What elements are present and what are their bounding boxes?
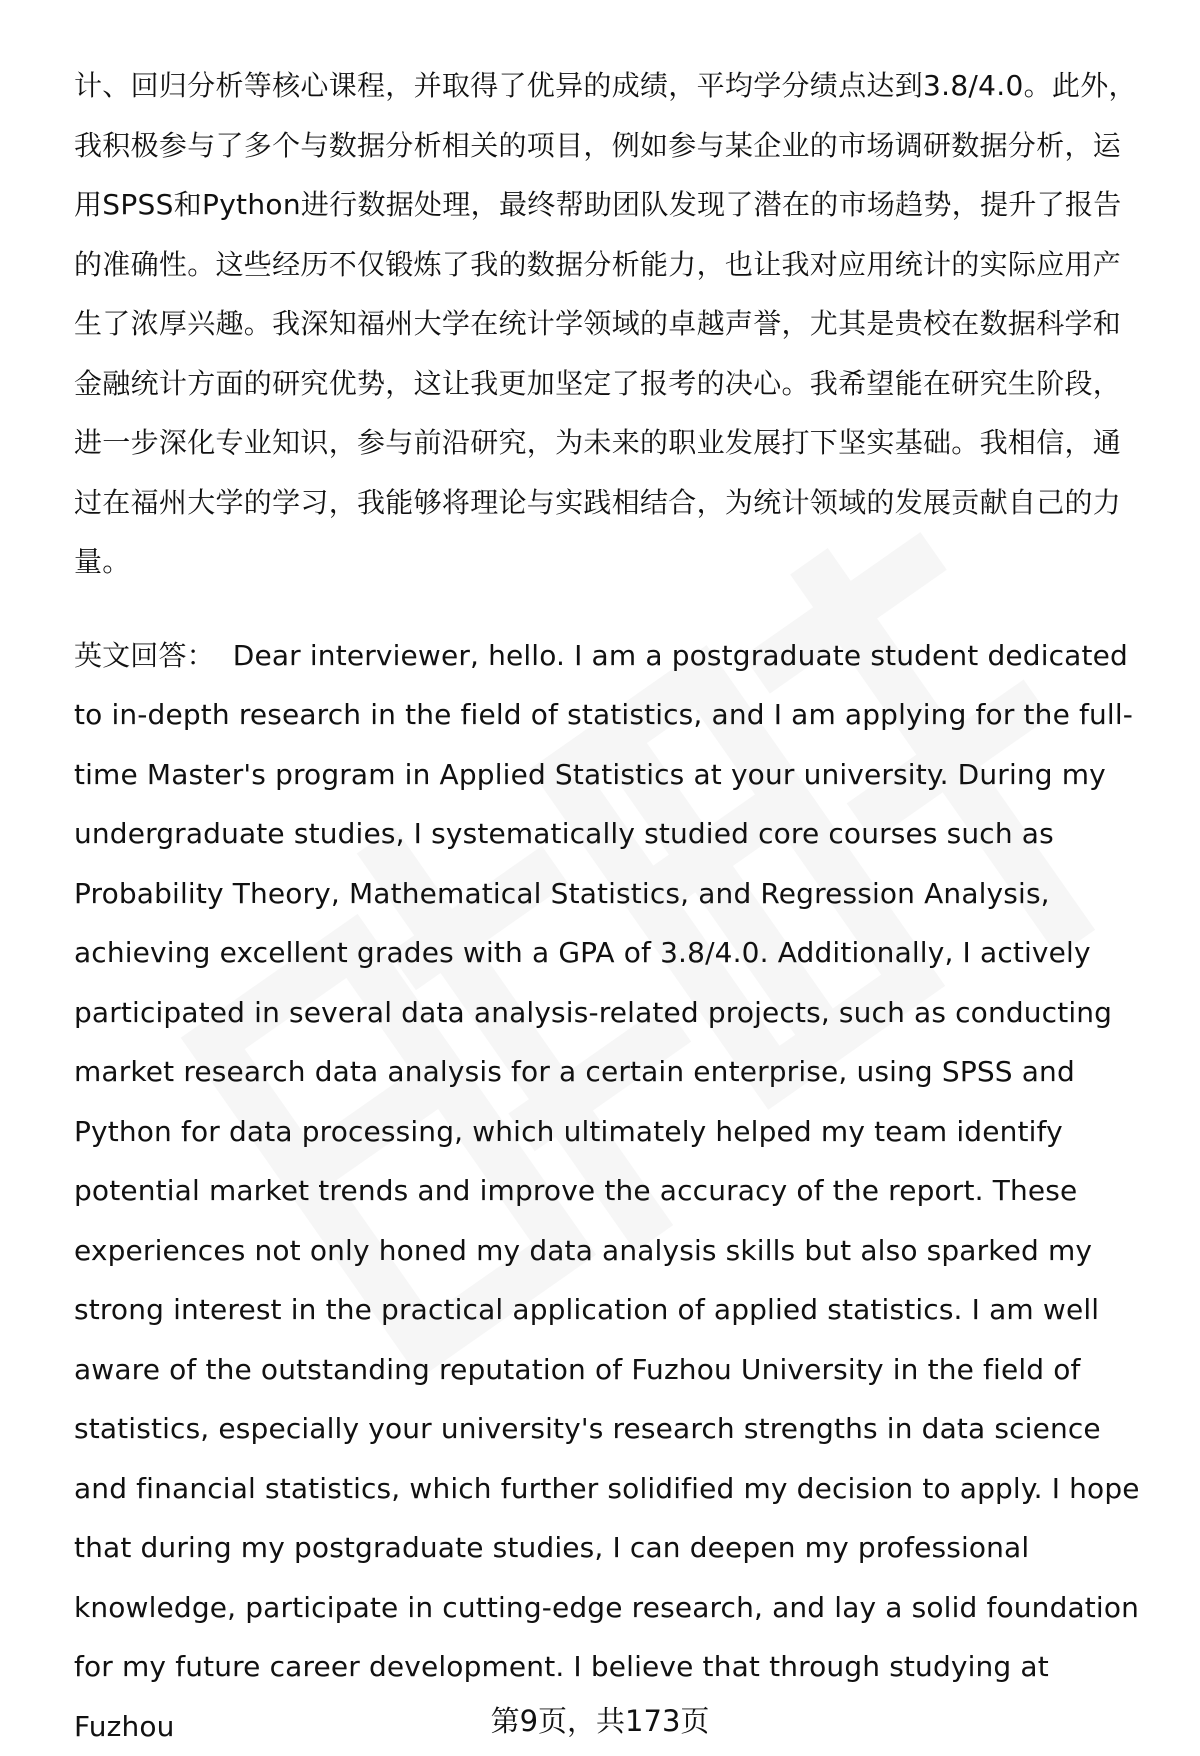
page-content <box>74 56 1146 1756</box>
english-answer-label: 英文回答： <box>74 639 215 672</box>
english-answer-paragraph <box>74 626 1146 1756</box>
chinese-answer-paragraph: 计、回归分析等核心课程，并取得了优异的成绩，平均学分绩点达到3.8/4.0。此外，我积极参与了多个与数据分析相关的项目，例如参与某企业的市场调研数据分析，运用SPSS和Python进行数据处理，最终帮助团队发现了潜在的市场趋势，提升了报告的准确性。这些经历不仅锻炼了我的数据分析能力，也让我对应用统计的实际应用产生了浓厚兴趣。我深知福州大学在统计学领域的卓越声誉，尤其是贵校在数据科学和金融统计方面的研究优势，这让我更加坚定了报考的决心。我希望能在研究生阶段，进一步深化专业知识，参与前沿研究，为未来的职业发展打下坚实基础。我相信，通过在福州大学的学习，我能够将理论与实践相结合，为统计领域的发展贡献自己的力量。 <box>74 56 1146 592</box>
english-answer-text: Dear interviewer, hello. I am a postgraduate student dedicated to in-depth research in the field of statistics, and I am applying for the full-time Master's program in Applied Statistics at your university. During my undergraduate studies, I systematically studied core courses such as Probability Theory, Mathematical Statistics, and Regression Analysis, achieving excellent grades with a GPA of 3.8/4.0. Additionally, I actively participated in several data analysis-related projects, such as conducting market research data analysis for a certain enterprise, using SPSS and Python for data processing, which ultimately helped my team identify potential market trends and improve the accuracy of the report. These experiences not only honed my data analysis skills but also sparked my strong interest in the practical application of applied statistics. I am well aware of the outstanding reputation of Fuzhou University in the field of statistics, especially your university's research strengths in data science and financial statistics, which further solidified my decision to apply. I hope that during my postgraduate studies, I can deepen my professional knowledge, participate in cutting-edge research, and lay a solid foundation for my future career development. I believe that through studying at Fuzhou <box>74 639 1140 1743</box>
page-indicator: 第9页，共173页 <box>0 1703 1200 1739</box>
